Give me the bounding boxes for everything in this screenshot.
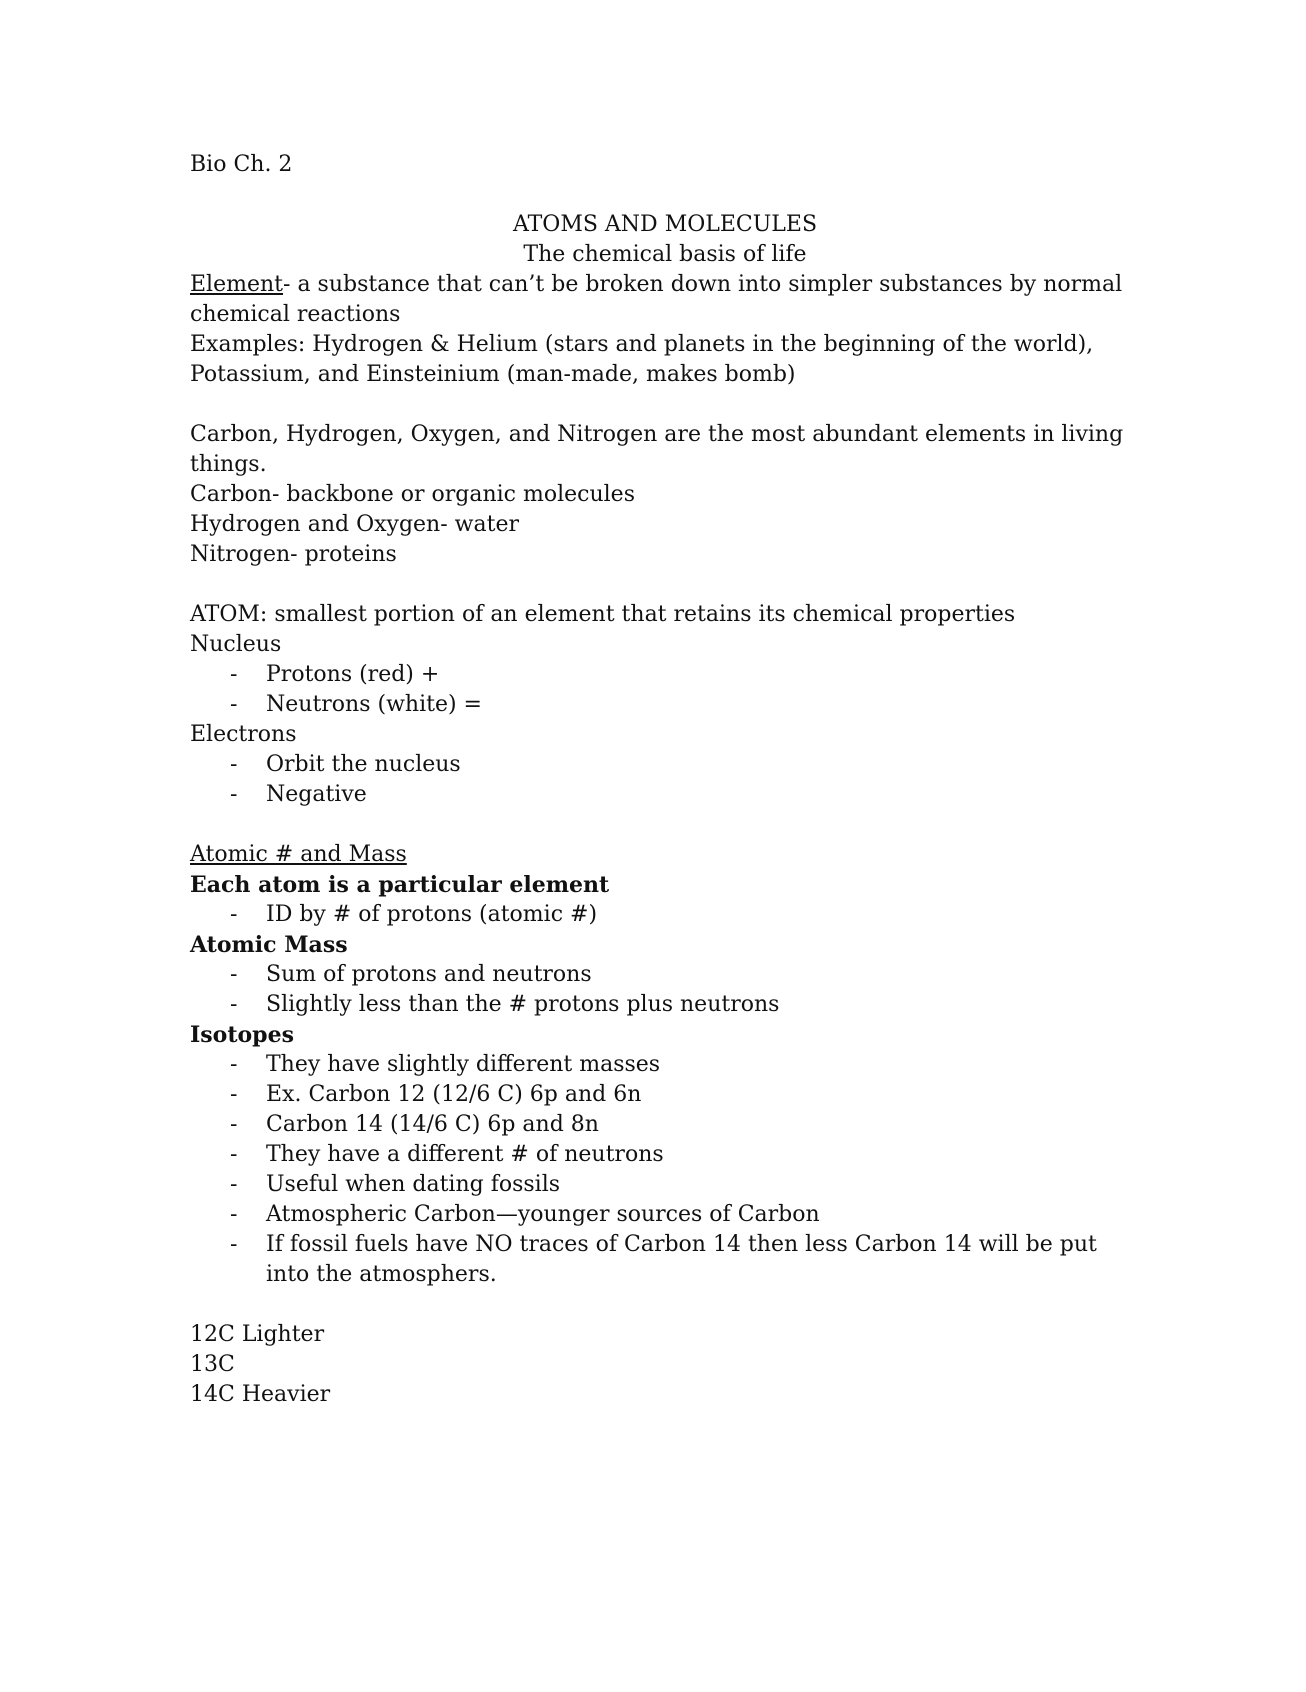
list-item-text: Protons (red) +: [266, 662, 440, 687]
abundant-elements-intro: Carbon, Hydrogen, Oxygen, and Nitrogen are the most abundant elements in living things.: [190, 422, 1124, 477]
list-item-text: Orbit the nucleus: [266, 752, 461, 777]
list-item: [190, 900, 1140, 930]
list-item: [190, 960, 1140, 990]
list-item: [190, 780, 1140, 810]
list-item-text: They have slightly different masses: [266, 1052, 661, 1077]
bullet-dash: -: [230, 1052, 238, 1077]
spacer: [190, 390, 1140, 420]
atomic-section-heading: Atomic # and Mass: [190, 842, 407, 867]
electrons-label: Electrons: [190, 722, 297, 747]
bullet-dash: -: [230, 1142, 238, 1167]
nucleus-label: Nucleus: [190, 632, 282, 657]
abundant-line: Carbon- backbone or organic molecules: [190, 482, 635, 507]
list-item-text: Carbon 14 (14/6 C) 6p and 8n: [266, 1112, 599, 1137]
abundant-line: Nitrogen- proteins: [190, 542, 397, 567]
element-term: Element: [190, 272, 284, 297]
bullet-dash: -: [230, 1202, 238, 1227]
list-item: [190, 1080, 1140, 1110]
particular-element-label: Each atom is a particular element: [190, 872, 610, 898]
list-item: [190, 1050, 1140, 1080]
bullet-dash: -: [230, 1082, 238, 1107]
list-item-text: Neutrons (white) =: [266, 692, 482, 717]
carbon-isotope-line: 13C: [190, 1352, 235, 1377]
atomic-mass-label: Atomic Mass: [190, 932, 348, 958]
spacer: [190, 570, 1140, 600]
spacer: [190, 180, 1140, 210]
list-item: [190, 990, 1140, 1020]
bullet-dash: -: [230, 1112, 238, 1137]
bullet-dash: -: [230, 662, 238, 687]
carbon-isotope-line: 12C Lighter: [190, 1322, 325, 1347]
element-definition-text: - a substance that can’t be broken down into simpler substances by normal chemical reactions: [190, 272, 1123, 327]
bullet-dash: -: [230, 992, 238, 1017]
isotopes-label: Isotopes: [190, 1022, 294, 1048]
carbon-isotope-line: 14C Heavier: [190, 1382, 331, 1407]
list-item: [190, 1200, 1140, 1230]
list-item: [190, 1170, 1140, 1200]
list-item: [190, 1230, 1140, 1290]
bullet-dash: -: [230, 962, 238, 987]
list-item-text: If fossil fuels have NO traces of Carbon 14 then less Carbon 14 will be put into the atmosphers.: [266, 1232, 1097, 1287]
element-definition: [190, 270, 1140, 330]
bullet-dash: -: [230, 1232, 238, 1257]
element-examples: Examples: Hydrogen & Helium (stars and planets in the beginning of the world), Potassium, and Einsteinium (man-made, makes bomb): [190, 332, 1094, 387]
spacer: [190, 1290, 1140, 1320]
abundant-line: Hydrogen and Oxygen- water: [190, 512, 519, 537]
document-title: ATOMS AND MOLECULES: [512, 212, 818, 237]
list-item-text: Ex. Carbon 12 (12/6 C) 6p and 6n: [266, 1082, 642, 1107]
list-item: [190, 1110, 1140, 1140]
spacer: [190, 810, 1140, 840]
list-item-text: Negative: [266, 782, 367, 807]
bullet-dash: -: [230, 782, 238, 807]
bullet-dash: -: [230, 752, 238, 777]
list-item: [190, 690, 1140, 720]
document-page: [190, 150, 1140, 1410]
list-item: [190, 660, 1140, 690]
list-item-text: Sum of protons and neutrons: [266, 962, 592, 987]
list-item-text: Slightly less than the # protons plus neutrons: [266, 992, 780, 1017]
course-label: Bio Ch. 2: [190, 152, 293, 177]
atom-definition: ATOM: smallest portion of an element that retains its chemical properties: [190, 602, 1016, 627]
bullet-dash: -: [230, 902, 238, 927]
list-item-text: Useful when dating fossils: [266, 1172, 561, 1197]
bullet-dash: -: [230, 692, 238, 717]
bullet-dash: -: [230, 1172, 238, 1197]
list-item: [190, 750, 1140, 780]
document-subtitle: The chemical basis of life: [523, 242, 807, 267]
list-item-text: They have a different # of neutrons: [266, 1142, 664, 1167]
list-item-text: Atmospheric Carbon—younger sources of Carbon: [266, 1202, 820, 1227]
highlighted-list-item: [190, 1140, 1140, 1170]
list-item-text: ID by # of protons (atomic #): [266, 902, 598, 927]
